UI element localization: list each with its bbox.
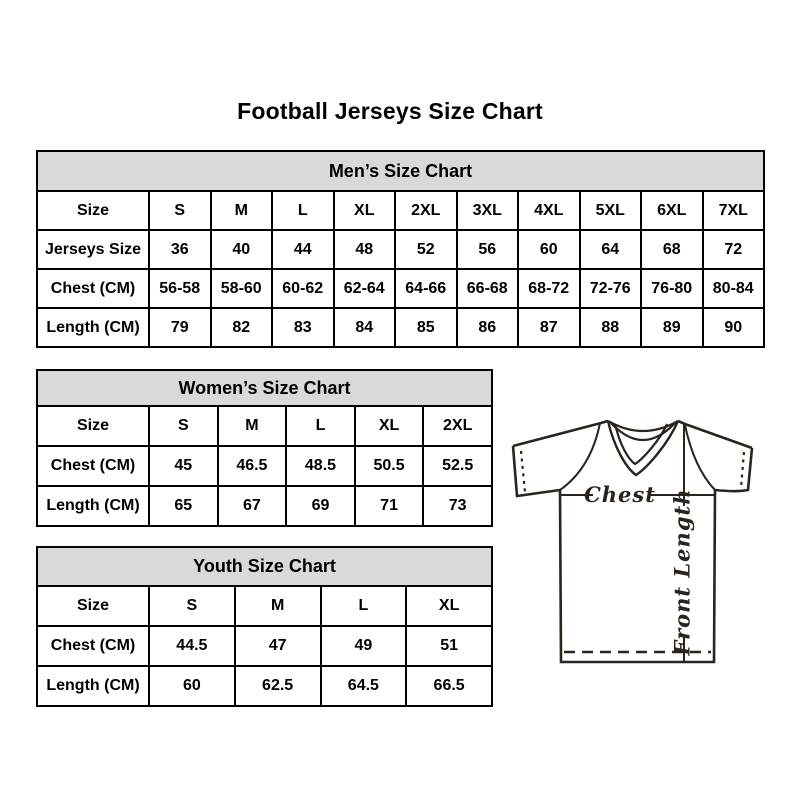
size-cell: 36	[149, 230, 211, 269]
size-cell: 60-62	[272, 269, 334, 308]
size-cell: XL	[334, 191, 396, 230]
page-title: Football Jerseys Size Chart	[237, 98, 543, 124]
size-cell: 86	[457, 308, 519, 347]
size-cell: L	[272, 191, 334, 230]
size-cell: 82	[211, 308, 273, 347]
womens-size-table	[36, 369, 493, 527]
size-cell: 51	[406, 626, 492, 666]
size-cell: 84	[334, 308, 396, 347]
table-header-row	[37, 151, 764, 191]
table-row	[37, 446, 492, 486]
size-cell: 90	[703, 308, 765, 347]
table-row	[37, 230, 764, 269]
size-cell: 68-72	[518, 269, 580, 308]
row-label: Chest (CM)	[37, 446, 149, 486]
row-label: Chest (CM)	[37, 269, 149, 308]
size-cell: L	[321, 586, 407, 626]
row-label: Size	[37, 586, 149, 626]
size-cell: XL	[355, 406, 424, 446]
size-cell: 5XL	[580, 191, 642, 230]
size-cell: 89	[641, 308, 703, 347]
size-cell: 72	[703, 230, 765, 269]
size-cell: 60	[149, 666, 235, 706]
size-cell: 67	[218, 486, 287, 526]
size-cell: M	[211, 191, 273, 230]
table-header-row	[37, 547, 492, 586]
size-cell: S	[149, 406, 218, 446]
size-cell: 64-66	[395, 269, 457, 308]
mens-size-table	[36, 150, 765, 348]
front-length-label: Front Length	[669, 488, 695, 656]
table-row	[37, 406, 492, 446]
table-row	[37, 269, 764, 308]
table-row	[37, 191, 764, 230]
row-label: Size	[37, 191, 149, 230]
size-cell: 48.5	[286, 446, 355, 486]
table-title: Men’s Size Chart	[37, 151, 764, 191]
size-cell: 49	[321, 626, 407, 666]
size-cell: 4XL	[518, 191, 580, 230]
size-cell: 40	[211, 230, 273, 269]
size-cell: 52.5	[423, 446, 492, 486]
size-cell: 3XL	[457, 191, 519, 230]
size-cell: 73	[423, 486, 492, 526]
size-cell: 47	[235, 626, 321, 666]
size-cell: 50.5	[355, 446, 424, 486]
table-row	[37, 486, 492, 526]
table-row	[37, 308, 764, 347]
size-cell: 7XL	[703, 191, 765, 230]
size-cell: S	[149, 191, 211, 230]
size-cell: 56	[457, 230, 519, 269]
size-cell: 48	[334, 230, 396, 269]
row-label: Jerseys Size	[37, 230, 149, 269]
size-cell: 56-58	[149, 269, 211, 308]
size-cell: 44.5	[149, 626, 235, 666]
jersey-measurement-diagram	[500, 408, 770, 673]
table-title: Youth Size Chart	[37, 547, 492, 586]
size-cell: XL	[406, 586, 492, 626]
table-title: Women’s Size Chart	[37, 370, 492, 406]
size-cell: 65	[149, 486, 218, 526]
size-cell: 68	[641, 230, 703, 269]
size-cell: 83	[272, 308, 334, 347]
table-row	[37, 586, 492, 626]
size-cell: 45	[149, 446, 218, 486]
chest-label: Chest	[584, 482, 656, 507]
size-cell: 69	[286, 486, 355, 526]
size-cell: 58-60	[211, 269, 273, 308]
size-cell: 2XL	[395, 191, 457, 230]
row-label: Length (CM)	[37, 308, 149, 347]
size-cell: 62-64	[334, 269, 396, 308]
size-cell: 62.5	[235, 666, 321, 706]
jersey-left-sleeve-path	[513, 446, 560, 496]
size-cell: 80-84	[703, 269, 765, 308]
size-cell: M	[218, 406, 287, 446]
row-label: Chest (CM)	[37, 626, 149, 666]
size-cell: S	[149, 586, 235, 626]
jersey-left-cuff-stitch-dashed	[521, 451, 525, 492]
size-cell: 60	[518, 230, 580, 269]
size-cell: L	[286, 406, 355, 446]
size-cell: 76-80	[641, 269, 703, 308]
jersey-right-armhole-seam	[685, 425, 715, 490]
row-label: Size	[37, 406, 149, 446]
table-header-row	[37, 370, 492, 406]
row-label: Length (CM)	[37, 486, 149, 526]
size-cell: 46.5	[218, 446, 287, 486]
size-cell: 66.5	[406, 666, 492, 706]
size-cell: 72-76	[580, 269, 642, 308]
table-row	[37, 626, 492, 666]
table-row	[37, 666, 492, 706]
youth-size-table	[36, 546, 493, 707]
size-cell: 64	[580, 230, 642, 269]
size-cell: 44	[272, 230, 334, 269]
row-label: Length (CM)	[37, 666, 149, 706]
size-cell: 6XL	[641, 191, 703, 230]
size-cell: 88	[580, 308, 642, 347]
size-cell: 79	[149, 308, 211, 347]
jersey-right-sleeve-path	[715, 448, 752, 491]
size-cell: 52	[395, 230, 457, 269]
size-cell: M	[235, 586, 321, 626]
size-cell: 87	[518, 308, 580, 347]
size-cell: 2XL	[423, 406, 492, 446]
size-cell: 64.5	[321, 666, 407, 706]
size-cell: 71	[355, 486, 424, 526]
jersey-right-cuff-stitch-dashed	[741, 452, 744, 488]
size-cell: 85	[395, 308, 457, 347]
size-cell: 66-68	[457, 269, 519, 308]
